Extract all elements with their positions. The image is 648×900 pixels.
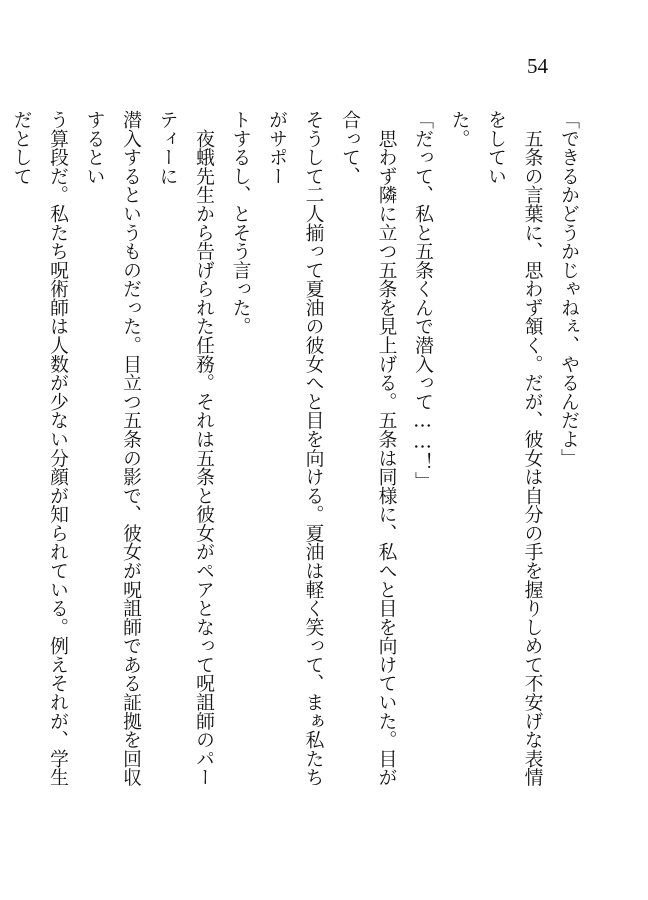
page-number: 54 [527,54,548,78]
text-line: 夜蛾先生から告げられた任務。それは五条と彼女がペアとなって呪詛師のパーティーに [156,110,214,787]
text-line: 潜入するというものだった。目立つ五条の影で、彼女が呪詛師である証拠を回収するとい [83,110,141,787]
text-line: 思わず隣に立つ五条を見上げる。五条は同様に、私へと目を向けていた。目が合って、 [339,110,397,787]
text-line: 「できるかどうかじゃねぇ、やるんだよ」 [558,110,579,468]
text-line: 「だって、私と五条くんで潜入って……！」 [412,110,433,491]
text-line [0,110,2,800]
text-line: そうして二人揃って夏油の彼女へと目を向ける。夏油は軽く笑って、まぁ私たちがサポー [266,110,324,787]
text-line: う算段だ。私たち呪術師は人数が少ない分顔が知られている。例えそれが、学生だとして [10,110,68,787]
text-line: た。 [448,110,470,148]
text-line: トするし、とそう言った。 [229,110,251,336]
text-line: 五条の言葉に、思わず頷く。だが、彼女は自分の手を握りしめて不安げな表情をしてい [485,110,543,787]
body-text [10,110,586,800]
